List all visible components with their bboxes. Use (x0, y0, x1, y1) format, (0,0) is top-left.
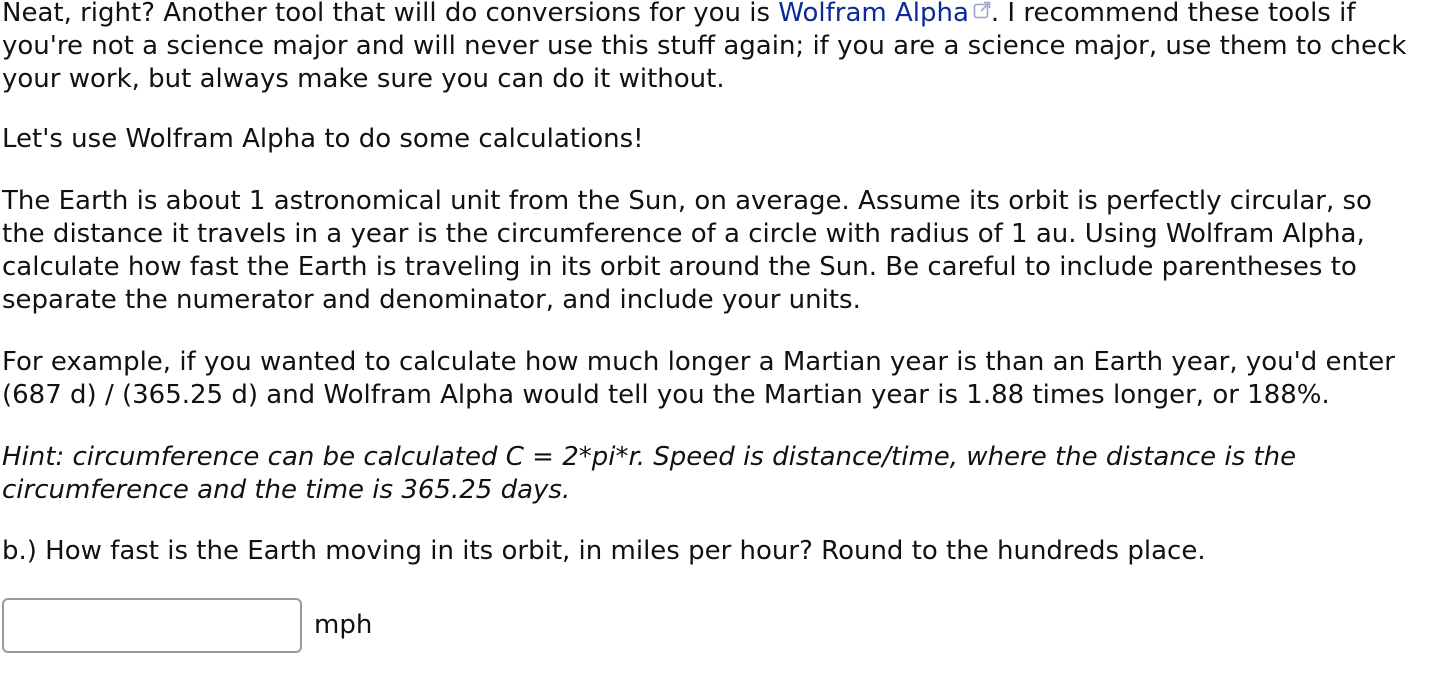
calc-intro-paragraph: Let's use Wolfram Alpha to do some calculations! (2, 124, 644, 154)
wolfram-alpha-link[interactable] (778, 0, 991, 28)
intro-text-before: Neat, right? Another tool that will do conversions for you is (2, 0, 779, 28)
earth-orbit-paragraph: The Earth is about 1 astronomical unit from the Sun, on average. Assume its orbit is perfectly circular, so the distance it travels in a year is the circumference of a circle with radius of 1 au. Using Wolfram Alpha, calculate how fast the Earth is traveling in its orbit around the Sun. Be careful to include parentheses to separate the numerator and denominator, and include your units. (2, 186, 1372, 315)
question-prompt: b.) How fast is the Earth moving in its orbit, in miles per hour? Round to the hundreds place. (2, 536, 1206, 566)
unit-label: mph (314, 610, 373, 640)
answer-input[interactable] (2, 598, 302, 653)
answer-row (2, 598, 372, 653)
hint-paragraph: Hint: circumference can be calculated C = 2*pi*r. Speed is distance/time, where the distance is the circumference and the time is 365.25 days. (2, 442, 1297, 505)
external-link-icon (973, 1, 991, 19)
wolfram-alpha-link-label: Wolfram Alpha (778, 0, 969, 28)
intro-paragraph (2, 0, 1422, 96)
example-paragraph: For example, if you wanted to calculate how much longer a Martian year is than an Earth year, you'd enter (687 d) / (365.25 d) and Wolfram Alpha would tell you the Martian year is 1.88 times longer, or 188%. (2, 347, 1395, 410)
intro-text-after: . I recommend these tools if you're not a science major and will never use this stuff again; if you are a science major, use them to check your work, but always make sure you can do it without. (2, 0, 1407, 94)
